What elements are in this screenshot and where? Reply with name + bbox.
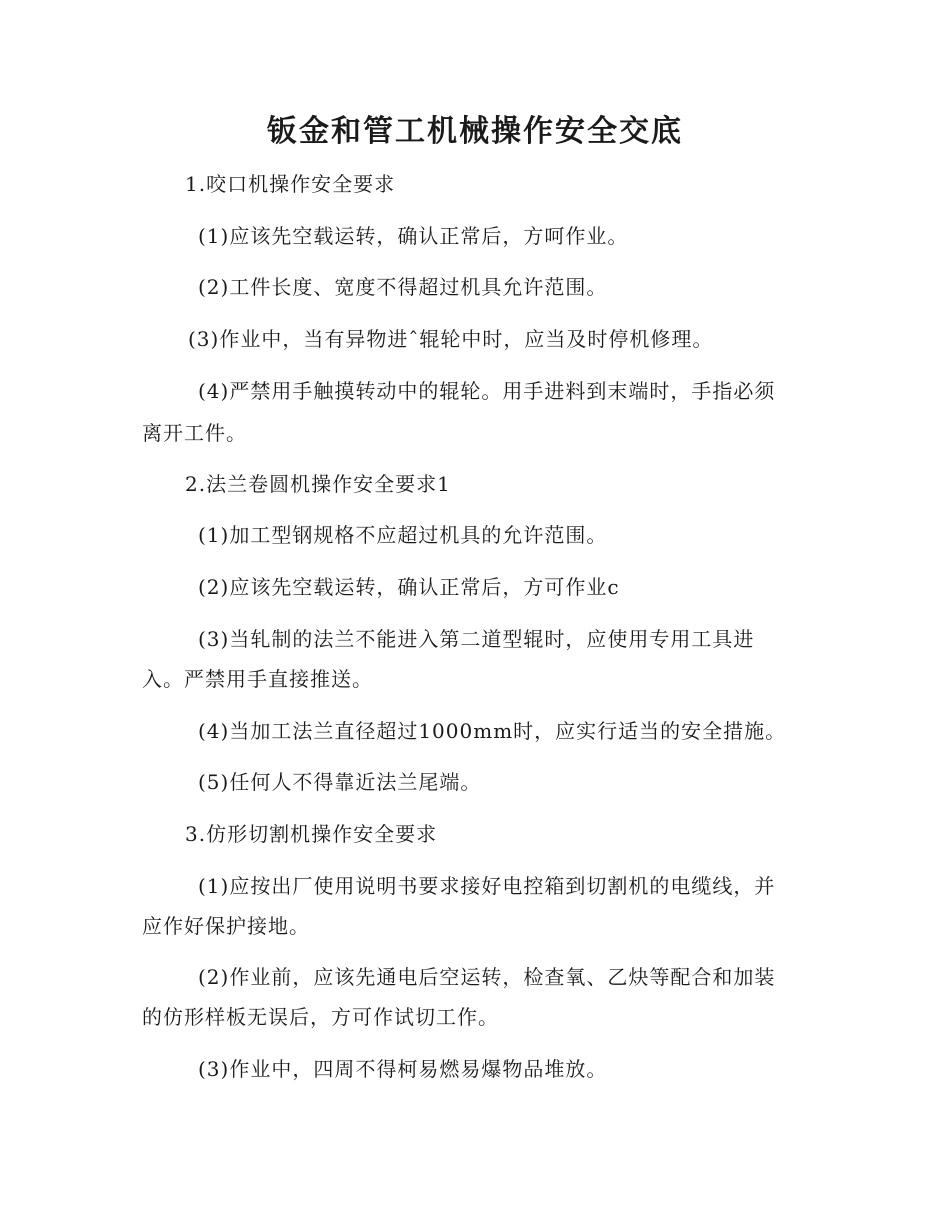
paragraph-line: (1)应该先空载运转，确认正常后，方呵作业。	[198, 224, 629, 248]
section-heading-2: 2.法兰卷圆机操作安全要求1	[185, 472, 451, 496]
paragraph-line: (3)当轧制的法兰不能进入第二道型辊时，应使用专用工具进	[198, 627, 755, 651]
paragraph-line: (2)应该先空载运转，确认正常后，方可作业c	[198, 575, 620, 599]
paragraph-line: (4)严禁用手触摸转动中的辊轮。用手进料到末端时，手指必须	[198, 379, 776, 403]
paragraph-line: (4)当加工法兰直径超过1000mm时，应实行适当的安全措施。	[198, 719, 787, 743]
paragraph-line-continued: 应作好保护接地。	[142, 914, 310, 938]
document-title: 钣金和管工机械操作安全交底	[267, 114, 683, 149]
paragraph-line: (5)任何人不得靠近法兰尾端。	[198, 770, 482, 794]
paragraph-line-continued: 入。严禁用手直接推送。	[142, 667, 373, 691]
section-heading-1: 1.咬口机操作安全要求	[185, 172, 396, 196]
paragraph-line: (1)加工型钢规格不应超过机具的允许范围。	[198, 523, 608, 547]
paragraph-line: (1)应按出厂使用说明书要求接好电控箱到切割机的电缆线，并	[198, 874, 776, 898]
section-heading-3: 3.仿形切割机操作安全要求	[185, 822, 438, 846]
paragraph-line: (3)作业中，当有异物进ˆ辊轮中时，应当及时停机修理。	[188, 327, 714, 351]
paragraph-line: (3)作业中，四周不得柯易燃易爆物品堆放。	[198, 1057, 608, 1081]
paragraph-line: (2)工件长度、宽度不得超过机具允许范围。	[198, 275, 608, 299]
paragraph-line: (2)作业前，应该先通电后空运转，检查氧、乙炔等配合和加装	[198, 965, 776, 989]
paragraph-line-continued: 离开工件。	[142, 421, 247, 445]
paragraph-line-continued: 的仿形样板无误后，方可作试切工作。	[142, 1005, 499, 1029]
